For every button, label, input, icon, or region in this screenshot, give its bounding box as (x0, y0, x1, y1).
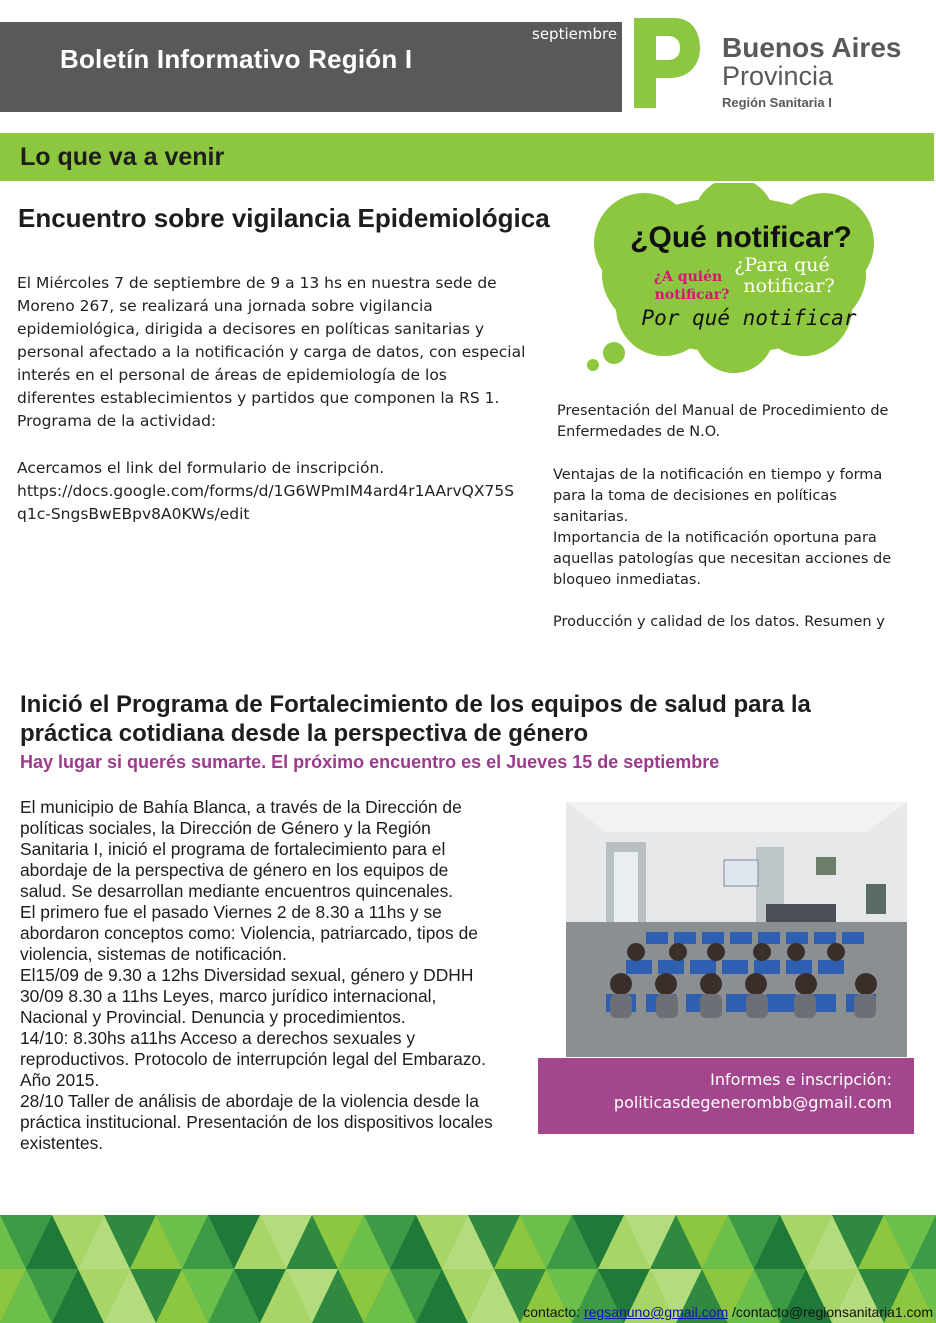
body-line: 14/10: 8.30hs a11hs Acceso a derechos sexuales y (20, 1028, 416, 1048)
bubble-notificar: notificar? (743, 275, 835, 297)
info-label: Informes e inscripción: (710, 1070, 892, 1089)
issue-month: septiembre (532, 25, 618, 43)
brand-name: Buenos Aires (722, 32, 902, 63)
link-line-1[interactable]: https://docs.google.com/forms/d/1G6WPmIM4ard4r1AArvQX75S (17, 482, 515, 500)
body-line: reproductivos. Protocolo de interrupción legal del Embarazo. (20, 1049, 486, 1069)
body-line: 28/10 Taller de análisis de abordaje de la violencia desde la (20, 1091, 479, 1111)
program-label: Programa de la actividad: (17, 412, 217, 430)
agenda-item: Presentación del Manual de Procedimiento de Enfermedades de N.O. (557, 403, 889, 440)
section-title: Lo que va a venir (20, 143, 225, 171)
brand-province: Provincia (722, 61, 834, 91)
body-line: violencia, sistemas de notificación. (20, 944, 287, 964)
body-line: abordaje de la perspectiva de género en los equipos de (20, 860, 449, 880)
info-email-link[interactable]: politicasdegenerombb@gmail.com (613, 1093, 892, 1112)
contact-secondary: /contacto@regionsanitaria1.com (728, 1304, 933, 1320)
meeting-photo (566, 802, 907, 1057)
agenda-item: Importancia de la notificación oportuna para aquellas patologías que necesitan acciones de bloqueo inmediatas. (553, 530, 892, 588)
body-line: Año 2015. (20, 1070, 100, 1090)
body-line: 30/09 8.30 a 11hs Leyes, marco jurídico internacional, (20, 986, 437, 1006)
buenos-aires-p-icon (630, 14, 702, 112)
contact-email-link[interactable]: regsanuno@gmail.com (583, 1304, 729, 1320)
body-line: El15/09 de 9.30 a 12hs Diversidad sexual, género y DDHH (20, 965, 474, 985)
thought-bubble-icon (584, 183, 884, 378)
bubble-a-quien-notificar: notificar? (654, 287, 730, 303)
contact-prefix: contacto: (523, 1304, 584, 1320)
body-line: abordaron conceptos como: Violencia, patriarcado, tipos de (20, 923, 478, 943)
bubble-por-que: Por qué notificar (641, 306, 857, 330)
registration-link[interactable] (17, 480, 527, 526)
bubble-a-quien: ¿A quién (653, 269, 723, 285)
agenda-item: Producción y calidad de los datos. Resumen y (553, 614, 885, 630)
body-line: salud. Se desarrollan mediante encuentros quincenales. (20, 881, 454, 901)
footer-contact (523, 1304, 933, 1320)
body-line: El primero fue el pasado Viernes 2 de 8.30 a 11hs y se (20, 902, 442, 922)
body-line: políticas sociales, la Dirección de Género y la Región (20, 818, 431, 838)
body-line: práctica institucional. Presentación de los dispositivos locales (20, 1112, 493, 1132)
program-body (20, 797, 530, 1154)
event-title: Encuentro sobre vigilancia Epidemiológica (18, 203, 550, 233)
bubble-para-que: ¿Para qué (734, 254, 830, 276)
event-body-text: El Miércoles 7 de septiembre de 9 a 13 hs en nuestra sede de Moreno 267, se realizará una jornada sobre vigilancia epidemiológica, dirigida a decisores en políticas sanitarias y personal afectado a la notificación y carga de datos, con especial interés en el personal de áreas de epidemiología de los diferentes establecimientos y partidos que componen la RS 1. (17, 274, 526, 407)
info-box (538, 1058, 914, 1134)
newsletter-title: Boletín Informativo Región I (60, 44, 413, 74)
link-line-2[interactable]: q1c-SngsBwEBpv8A0KWs/edit (17, 505, 250, 523)
program-subtitle: Hay lugar si querés sumarte. El próximo encuentro es el Jueves 15 de septiembre (20, 752, 720, 772)
body-line: Sanitaria I, inició el programa de fortalecimiento para el (20, 839, 446, 859)
link-intro: Acercamos el link del formulario de inscripción. (17, 459, 385, 477)
agenda-item: Ventajas de la notificación en tiempo y forma para la toma de decisiones en políticas sanitarias. (553, 467, 883, 525)
brand-region: Región Sanitaria I (722, 95, 832, 110)
program-title: Inició el Programa de Fortalecimiento de los equipos de salud para la práctica cotidiana desde la perspectiva de género (20, 691, 811, 747)
body-line: Nacional y Provincial. Denuncia y procedimientos. (20, 1007, 406, 1027)
body-line: El municipio de Bahía Blanca, a través de la Dirección de (20, 797, 462, 817)
body-line: existentes. (20, 1133, 104, 1153)
bubble-headline: ¿Qué notificar? (630, 221, 852, 254)
event-description (17, 272, 527, 433)
